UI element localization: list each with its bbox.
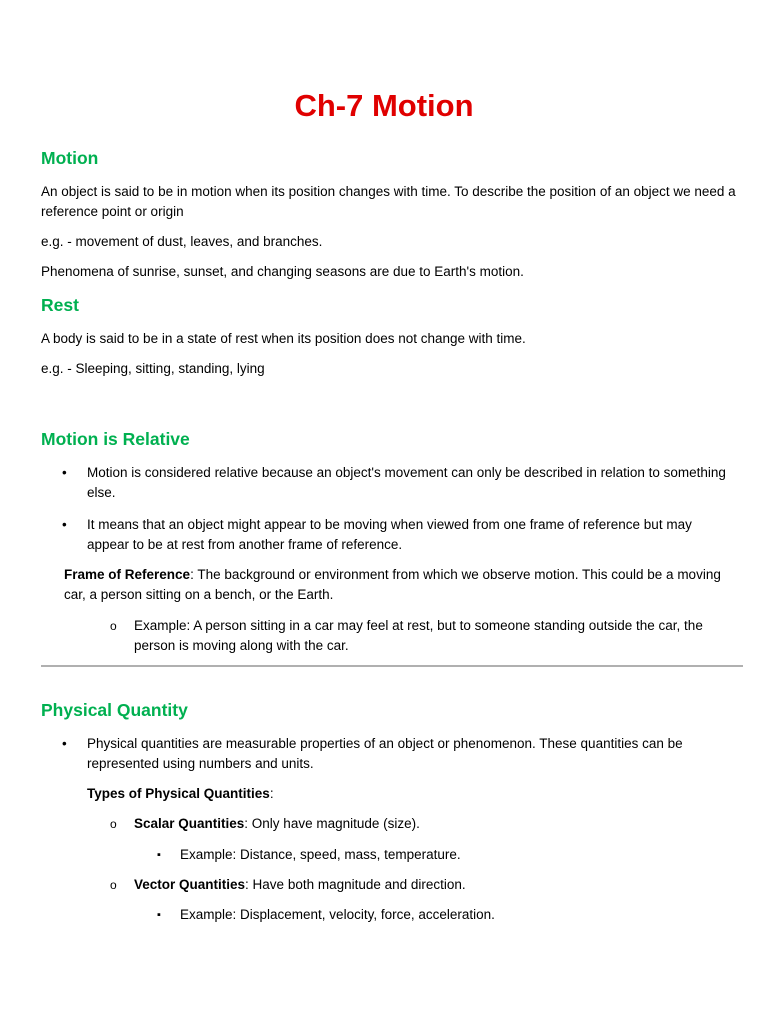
vector-text: : Have both magnitude and direction. (245, 877, 466, 892)
motion-paragraph-1: An object is said to be in motion when its position changes with time. To describe the position of an object we need a reference point or origin (41, 184, 736, 219)
frame-of-reference-paragraph (64, 565, 739, 605)
heading-rest: Rest (41, 295, 79, 315)
physical-bullet-1: Physical quantities are measurable properties of an object or phenomenon. These quantities can be represented using numbers and units. (87, 736, 683, 771)
frame-of-reference-term: Frame of Reference (64, 567, 191, 582)
types-colon: : (269, 786, 274, 801)
vector-quantities-item (134, 875, 739, 895)
page-title: Ch-7 Motion (294, 88, 474, 123)
heading-motion-relative: Motion is Relative (41, 429, 190, 449)
heading-physical-quantity: Physical Quantity (41, 700, 188, 720)
relative-bullet-1: Motion is considered relative because an object's movement can only be described in relation to something else. (87, 465, 726, 500)
square-marker: ▪ (157, 849, 161, 861)
scalar-term: Scalar Quantities (134, 816, 245, 831)
bullet-marker: • (62, 736, 67, 751)
types-term: Types of Physical Quantities (87, 786, 270, 801)
bullet-marker: • (62, 465, 67, 480)
rest-paragraph-1: A body is said to be in a state of rest when its position does not change with time. (41, 331, 526, 346)
rest-paragraph-2: e.g. - Sleeping, sitting, standing, lying (41, 361, 265, 376)
circle-marker: o (110, 619, 117, 633)
scalar-quantities-item (134, 814, 739, 834)
relative-bullet-2: It means that an object might appear to be moving when viewed from one frame of reference but may appear to be at rest from another frame of reference. (87, 517, 692, 552)
motion-paragraph-2: e.g. - movement of dust, leaves, and branches. (41, 234, 323, 249)
circle-marker: o (110, 817, 117, 831)
vector-term: Vector Quantities (134, 877, 246, 892)
frame-example: Example: A person sitting in a car may feel at rest, but to someone standing outside the car, the person is moving along with the car. (134, 618, 703, 653)
frame-of-reference-text: : The background or environment from which we observe motion. This could be a moving car, a person sitting on a bench, or the Earth. (64, 567, 721, 602)
horizontal-divider (41, 665, 743, 667)
scalar-text: : Only have magnitude (size). (244, 816, 420, 831)
types-of-physical-quantities (87, 784, 737, 804)
heading-motion: Motion (41, 148, 99, 168)
circle-marker: o (110, 878, 117, 892)
vector-example: Example: Displacement, velocity, force, acceleration. (180, 907, 495, 922)
square-marker: ▪ (157, 909, 161, 921)
bullet-marker: • (62, 517, 67, 532)
motion-paragraph-3: Phenomena of sunrise, sunset, and changing seasons are due to Earth's motion. (41, 264, 524, 279)
scalar-example: Example: Distance, speed, mass, temperature. (180, 847, 461, 862)
